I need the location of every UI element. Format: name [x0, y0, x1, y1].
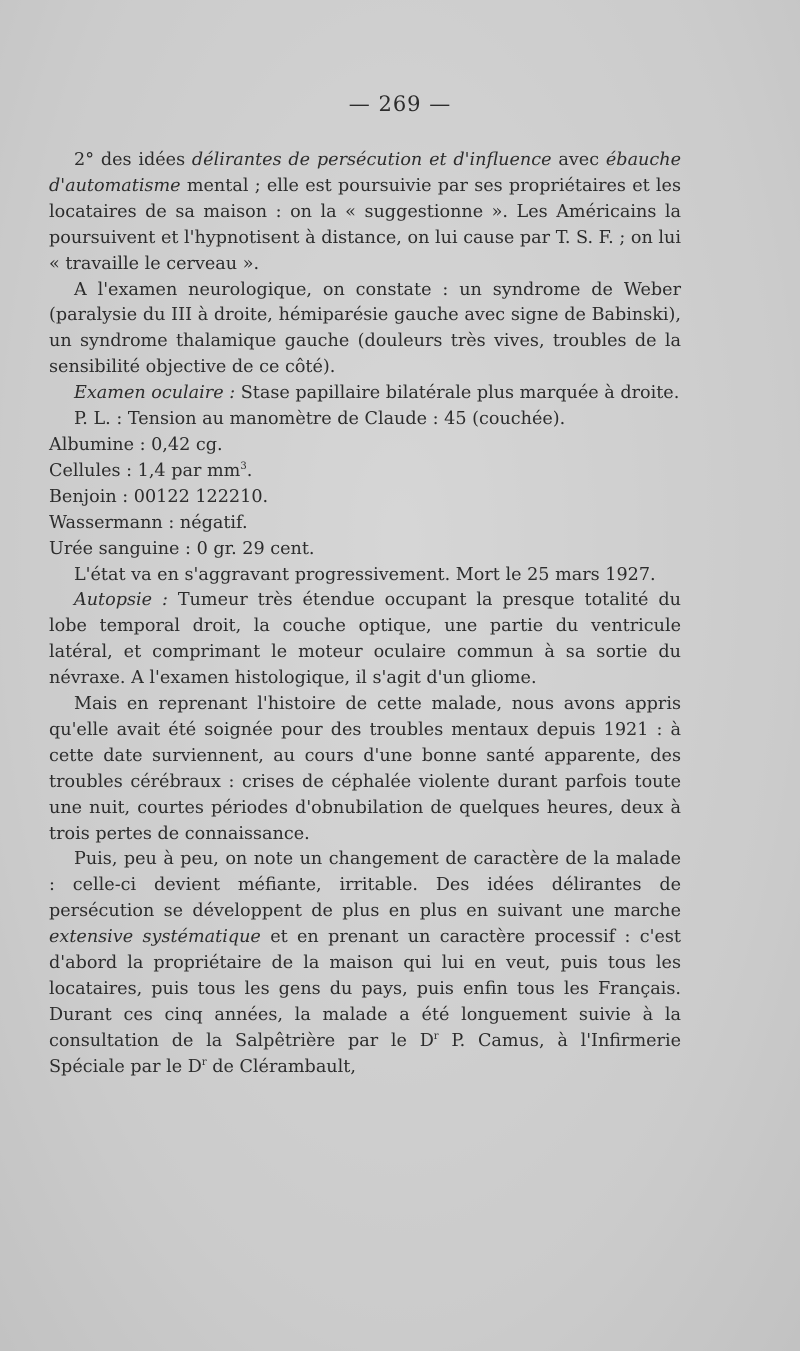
text-run: P. Camus, à l'Infirmerie Spéciale par le D [49, 1030, 681, 1077]
paragraph-neuro-exam: A l'examen neurologique, on constate : un syndrome de Weber (paralysie du III à droite, hémiparésie gauche avec signe de Babinski), un syndrome thalamique gauche (douleurs très vives, troubles de la sensibilité objective de ce côté). [49, 279, 681, 378]
text-run: et en prenant un caractère processif : c'est d'abord la propriétaire de la maison qui lui en veut, puis tous les locataires, puis tous les gens du pays, puis enfin tous les Français. Durant ces cinq années, la malade a été longuement suivie à la consultation de la Salpêtrière par le D [49, 927, 681, 1051]
paragraph-delusions [49, 148, 681, 278]
lab-wassermann: Wassermann : négatif. [49, 512, 248, 533]
lab-cellules [49, 459, 681, 485]
superscript: r [201, 1056, 207, 1068]
lab-benjoin: Benjoin : 00122 122210. [49, 486, 269, 507]
paragraph-character-change [49, 847, 681, 1080]
text-run: de Clérambault, [206, 1056, 356, 1077]
italic-run: délirantes de persécution et d'influence [191, 150, 552, 170]
superscript: 3 [240, 461, 247, 473]
text-run: 2° des idées [74, 150, 192, 170]
text-run: . [246, 460, 253, 481]
paragraph-history: Mais en reprenant l'histoire de cette malade, nous avons appris qu'elle avait été soignée pour des troubles mentaux depuis 1921 : à cette date surviennent, au cours d'une bonne santé apparente, des troubles cérébraux : crises de céphalée violente durant parfois toute une nuit, courtes périodes d'obnubilation de quelques heures, deux à trois pertes de connaissance. [49, 694, 681, 844]
page-number: — 269 — [348, 92, 452, 116]
text-run: Tumeur très étendue occupant la presque totalité du lobe temporal droit, la couche optique, une partie du ventricule latéral, et comprimant le moteur oculaire commun à sa sortie du névraxe. A l'examen histologique, il s'agit d'un gliome. [49, 590, 681, 689]
text-run: avec [551, 150, 606, 170]
lab-albumine: Albumine : 0,42 cg. [49, 434, 223, 455]
italic-run: Autopsie : [74, 590, 168, 611]
paragraph-lumbar-puncture: P. L. : Tension au manomètre de Claude : 45 (couchée). [74, 409, 566, 430]
text-run: Puis, peu à peu, on note un changement de caractère de la malade : celle-ci devient méfiante, irritable. Des idées délirantes de persécution se développent de plus en plus en suivant une marche [49, 849, 681, 922]
text-run: Cellules : 1,4 par mm [49, 460, 241, 481]
paragraph-ocular-exam [49, 381, 681, 407]
italic-run: Examen oculaire : [74, 383, 236, 404]
superscript: r [433, 1030, 439, 1042]
text-run: mental ; elle est poursuivie par ses propriétaires et les locataires de sa maison : on la « suggestionne ». Les Américains la poursuivent et l'hypnotisent à distance, on lui cause par T. S. F. ; on lui « travaille le cerveau ». [49, 175, 681, 274]
paragraph-death: L'état va en s'aggravant progressivement. Mort le 25 mars 1927. [74, 564, 656, 585]
lab-uree: Urée sanguine : 0 gr. 29 cent. [49, 538, 315, 559]
italic-run: extensive systématique [49, 927, 261, 948]
body-text [49, 148, 681, 1081]
italic-run: ébauche d'automatisme [49, 150, 681, 196]
text-run: Stase papillaire bilatérale plus marquée à droite. [235, 383, 680, 404]
paragraph-autopsy [49, 588, 681, 692]
